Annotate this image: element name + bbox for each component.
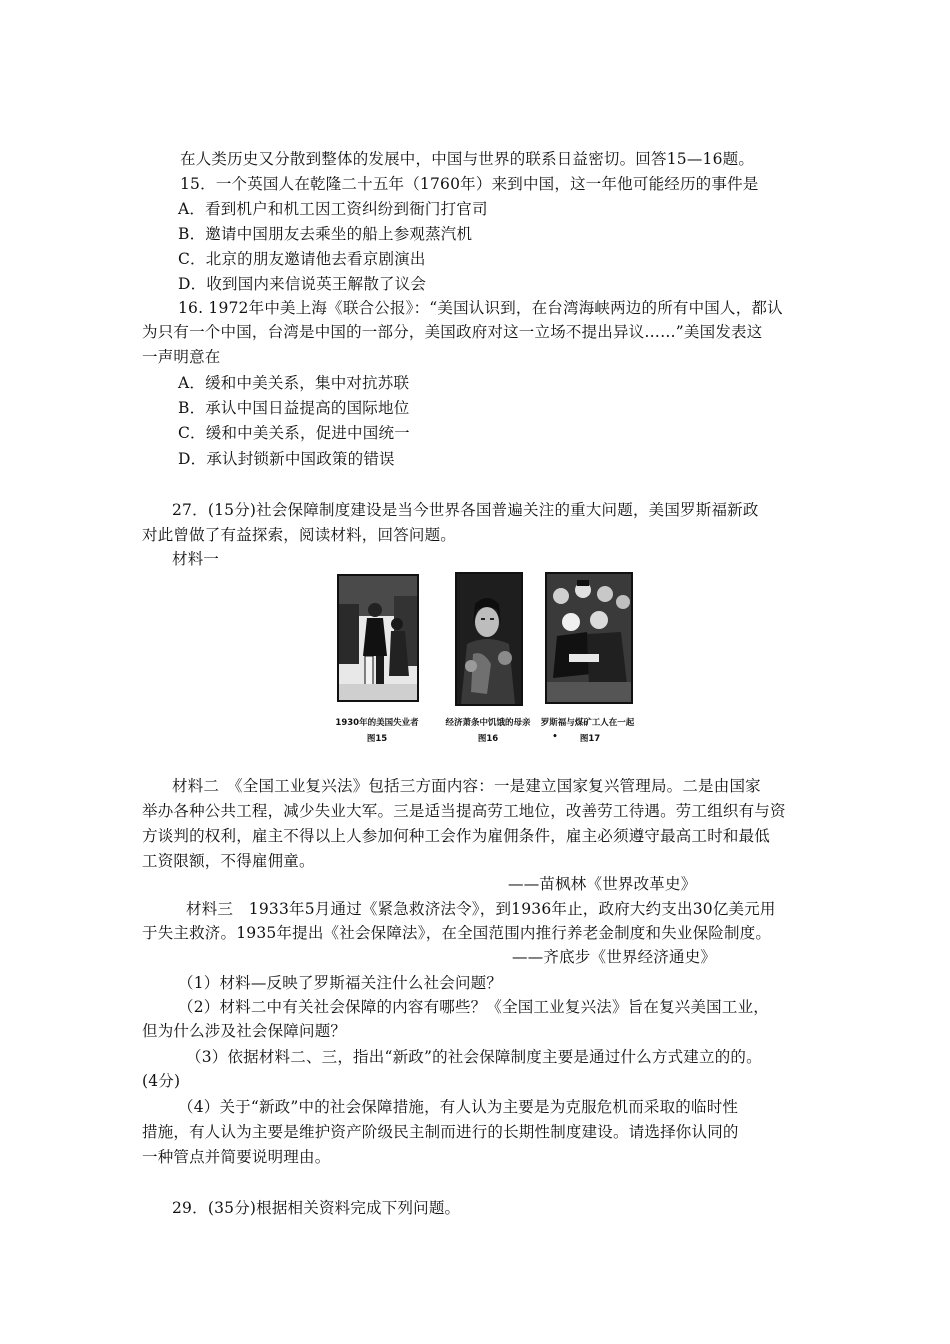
figure15-photo xyxy=(337,574,419,702)
q27-stem-line2: 对此曾做了有益探索，阅读材料，回答问题。 xyxy=(142,526,457,544)
material2-line4: 工资限额，不得雇佣童。 xyxy=(142,852,315,870)
q16-option-b: B．承认中国日益提高的国际地位 xyxy=(178,399,410,417)
q15-stem: 15．一个英国人在乾隆二十五年（1760年）来到中国，这一年他可能经历的事件是 xyxy=(180,175,759,193)
intro-text: 在人类历史又分散到整体的发展中，中国与世界的联系日益密切。回答15—16题。 xyxy=(180,150,755,168)
material2-source: ——苗枫林《世界改革史》 xyxy=(508,875,697,893)
subquestion-2-line1: （2）材料二中有关社会保障的内容有哪些？《全国工业复兴法》旨在复兴美国工业， xyxy=(178,998,769,1016)
q16-stem-line1: 16. 1972年中美上海《联合公报》：“美国认识到，在台湾海峡两边的所有中国人，都认 xyxy=(178,299,783,317)
subquestion-3-line2: (4分) xyxy=(142,1072,181,1090)
figure17-photo xyxy=(545,572,633,704)
subquestion-1: （1）材料—反映了罗斯福关注什么社会问题？ xyxy=(178,974,503,992)
figure15-caption: 1930年的美国失业者 xyxy=(335,718,419,728)
material3-line1: 材料三 1933年5月通过《紧急救济法令》，到1936年止，政府大约支出30亿美元用 xyxy=(186,900,776,918)
q16-option-d: D．承认封锁新中国政策的错误 xyxy=(178,450,395,468)
material3-source: ——齐底步《世界经济通史》 xyxy=(512,948,717,966)
q15-option-c: C．北京的朋友邀请他去看京剧演出 xyxy=(178,250,426,268)
q15-option-b: B．邀请中国朋友去乘坐的船上参观蒸汽机 xyxy=(178,225,473,243)
subquestion-2-line2: 但为什么涉及社会保障问题？ xyxy=(142,1022,347,1040)
material1-label: 材料一 xyxy=(172,550,220,568)
q15-option-a: A．看到机户和机工因工资纠纷到衙门打官司 xyxy=(178,200,488,218)
q16-option-c: C．缓和中美关系，促进中国统一 xyxy=(178,424,410,442)
figure17-caption: 罗斯福与煤矿工人在一起 xyxy=(540,718,635,728)
q16-option-a: A．缓和中美关系，集中对抗苏联 xyxy=(178,374,410,392)
q15-option-d: D．收到国内来信说英王解散了议会 xyxy=(178,275,427,293)
figure16-caption: 经济萧条中饥饿的母亲 xyxy=(445,718,531,728)
material3-line2: 于失主救济。1935年提出《社会保障法》，在全国范围内推行养老金制度和失业保险制度。 xyxy=(142,924,772,942)
figure16-label: 图16 xyxy=(477,734,499,744)
q16-stem-line3: 一声明意在 xyxy=(142,348,221,366)
figure15-label: 图15 xyxy=(366,734,388,744)
figure17-label: 图17 xyxy=(579,734,601,744)
subquestion-3-line1: （3）依据材料二、三，指出“新政”的社会保障制度主要是通过什么方式建立的的。 xyxy=(186,1048,762,1066)
material2-line1: 材料二 《全国工业复兴法》包括三方面内容：一是建立国家复兴管理局。二是由国家 xyxy=(172,777,761,795)
q16-stem-line2: 为只有一个中国，台湾是中国的一部分，美国政府对这一立场不提出异议……”美国发表这 xyxy=(142,323,763,341)
figure17-mark: • xyxy=(552,732,558,742)
figure16-photo xyxy=(455,572,523,706)
material2-line3: 方谈判的权利，雇主不得以上人参加何种工会作为雇佣条件，雇主必须遵守最高工时和最低 xyxy=(142,827,771,845)
material2-line2: 举办各种公共工程，减少失业大军。三是适当提高劳工地位，改善劳工待遇。劳工组织有与资 xyxy=(142,802,786,820)
q27-stem-line1: 27．(15分)社会保障制度建设是当今世界各国普遍关注的重大问题，美国罗斯福新政 xyxy=(172,501,759,519)
subquestion-4-line1: （4）关于“新政”中的社会保障措施，有人认为主要是为克服危机而采取的临时性 xyxy=(178,1098,739,1116)
q29-stem: 29．(35分)根据相关资料完成下列问题。 xyxy=(172,1199,461,1217)
subquestion-4-line2: 措施，有人认为主要是维护资产阶级民主制而进行的长期性制度建设。请选择你认同的 xyxy=(142,1123,739,1141)
subquestion-4-line3: 一种管点并简要说明理由。 xyxy=(142,1148,331,1166)
material1-figures xyxy=(335,568,635,758)
